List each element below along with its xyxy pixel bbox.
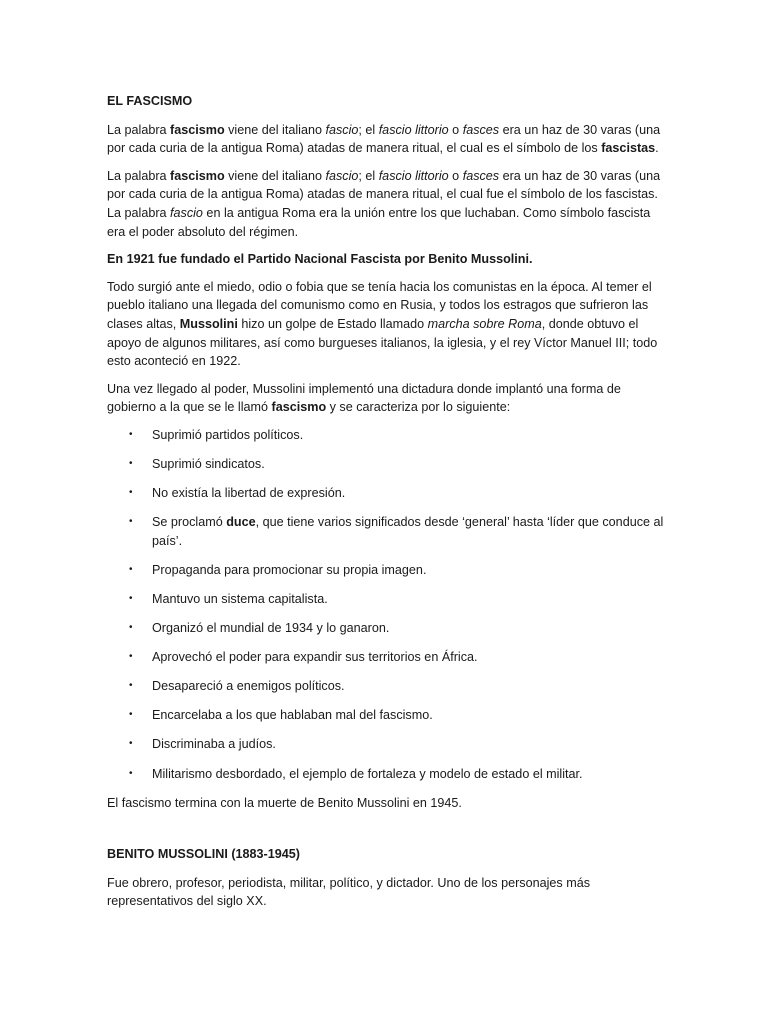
section-spacer	[107, 821, 667, 845]
list-item: • Mantuvo un sistema capitalista.	[107, 590, 667, 609]
paragraph-founding: En 1921 fue fundado el Partido Nacional Fascista por Benito Mussolini.	[107, 252, 533, 267]
bullet-icon: •	[129, 651, 133, 663]
paragraph-definition-2: La palabra fascismo viene del italiano fascio; el fascio littorio o fasces era un haz de 30 varas (una por cada curia de la antigua Roma) atadas de manera ritual, el cual fue el símbolo de los fascistas. La palabra fascio en la antigua Roma era la unión entre los que luchaban. Como símbolo fascista era el poder absoluto del régimen.	[107, 168, 661, 239]
section-title-el-fascismo: EL FASCISMO	[107, 94, 193, 108]
bullet-icon: •	[129, 767, 133, 779]
paragraph-biography: Fue obrero, profesor, periodista, militar, político, y dictador. Uno de los personajes más representativos del siglo XX.	[107, 875, 591, 909]
paragraph-closing: El fascismo termina con la muerte de Benito Mussolini en 1945.	[107, 795, 462, 810]
bullet-icon: •	[129, 680, 133, 692]
bullet-icon: •	[129, 738, 133, 750]
bullet-icon: •	[129, 563, 133, 575]
section-title-benito-mussolini: BENITO MUSSOLINI (1883-1945)	[107, 847, 300, 862]
list-item: • Organizó el mundial de 1934 y lo ganaron.	[107, 619, 667, 638]
bullet-icon: •	[129, 458, 133, 469]
list-item: • Suprimió sindicatos.	[107, 455, 667, 474]
list-item: • Militarismo desbordado, el ejemplo de fortaleza y modelo de estado el militar.	[107, 765, 667, 784]
list-item: • Se proclamó duce, que tiene varios significados desde ‘general’ hasta ‘líder que conduce al país’.	[129, 515, 664, 548]
list-item: • Aprovechó el poder para expandir sus territorios en África.	[107, 648, 667, 667]
paragraph-origins: Todo surgió ante el miedo, odio o fobia que se tenía hacia los comunistas en la época. Al temer el pueblo italiano una llegada del comunismo como en Rusia, y todos los estragos que sufrieron las clases altas, Mussolini hizo un golpe de Estado llamado marcha sobre Roma, donde obtuvo el apoyo de algunos militares, así como burgueses italianos, la iglesia, y el rey Víctor Manuel III; todo esto aconteció en 1922.	[107, 279, 658, 369]
list-item: • Suprimió partidos políticos.	[107, 426, 667, 445]
list-item: • Propaganda para promocionar su propia imagen.	[107, 561, 667, 580]
bullet-icon: •	[129, 487, 133, 499]
paragraph-definition-1: La palabra fascismo viene del italiano fascio; el fascio littorio o fasces era un haz de 30 varas (una por cada curia de la antigua Roma) atadas de manera ritual, el cual es el símbolo de los fascistas.	[107, 122, 661, 156]
document-page	[107, 92, 667, 920]
bullet-icon: •	[129, 622, 133, 634]
characteristics-list	[107, 426, 667, 783]
bullet-icon: •	[129, 709, 133, 721]
bullet-icon: •	[129, 516, 133, 528]
list-item: • Desapareció a enemigos políticos.	[107, 677, 667, 696]
bullet-icon: •	[129, 428, 133, 440]
list-item: • Discriminaba a judíos.	[107, 735, 667, 754]
list-item: • No existía la libertad de expresión.	[107, 484, 667, 503]
paragraph-dictatorship: Una vez llegado al poder, Mussolini implementó una dictadura donde implantó una forma de gobierno a la que se le llamó fascismo y se caracteriza por lo siguiente:	[107, 381, 621, 415]
list-item: • Encarcelaba a los que hablaban mal del fascismo.	[107, 706, 667, 725]
bullet-icon: •	[129, 592, 133, 604]
